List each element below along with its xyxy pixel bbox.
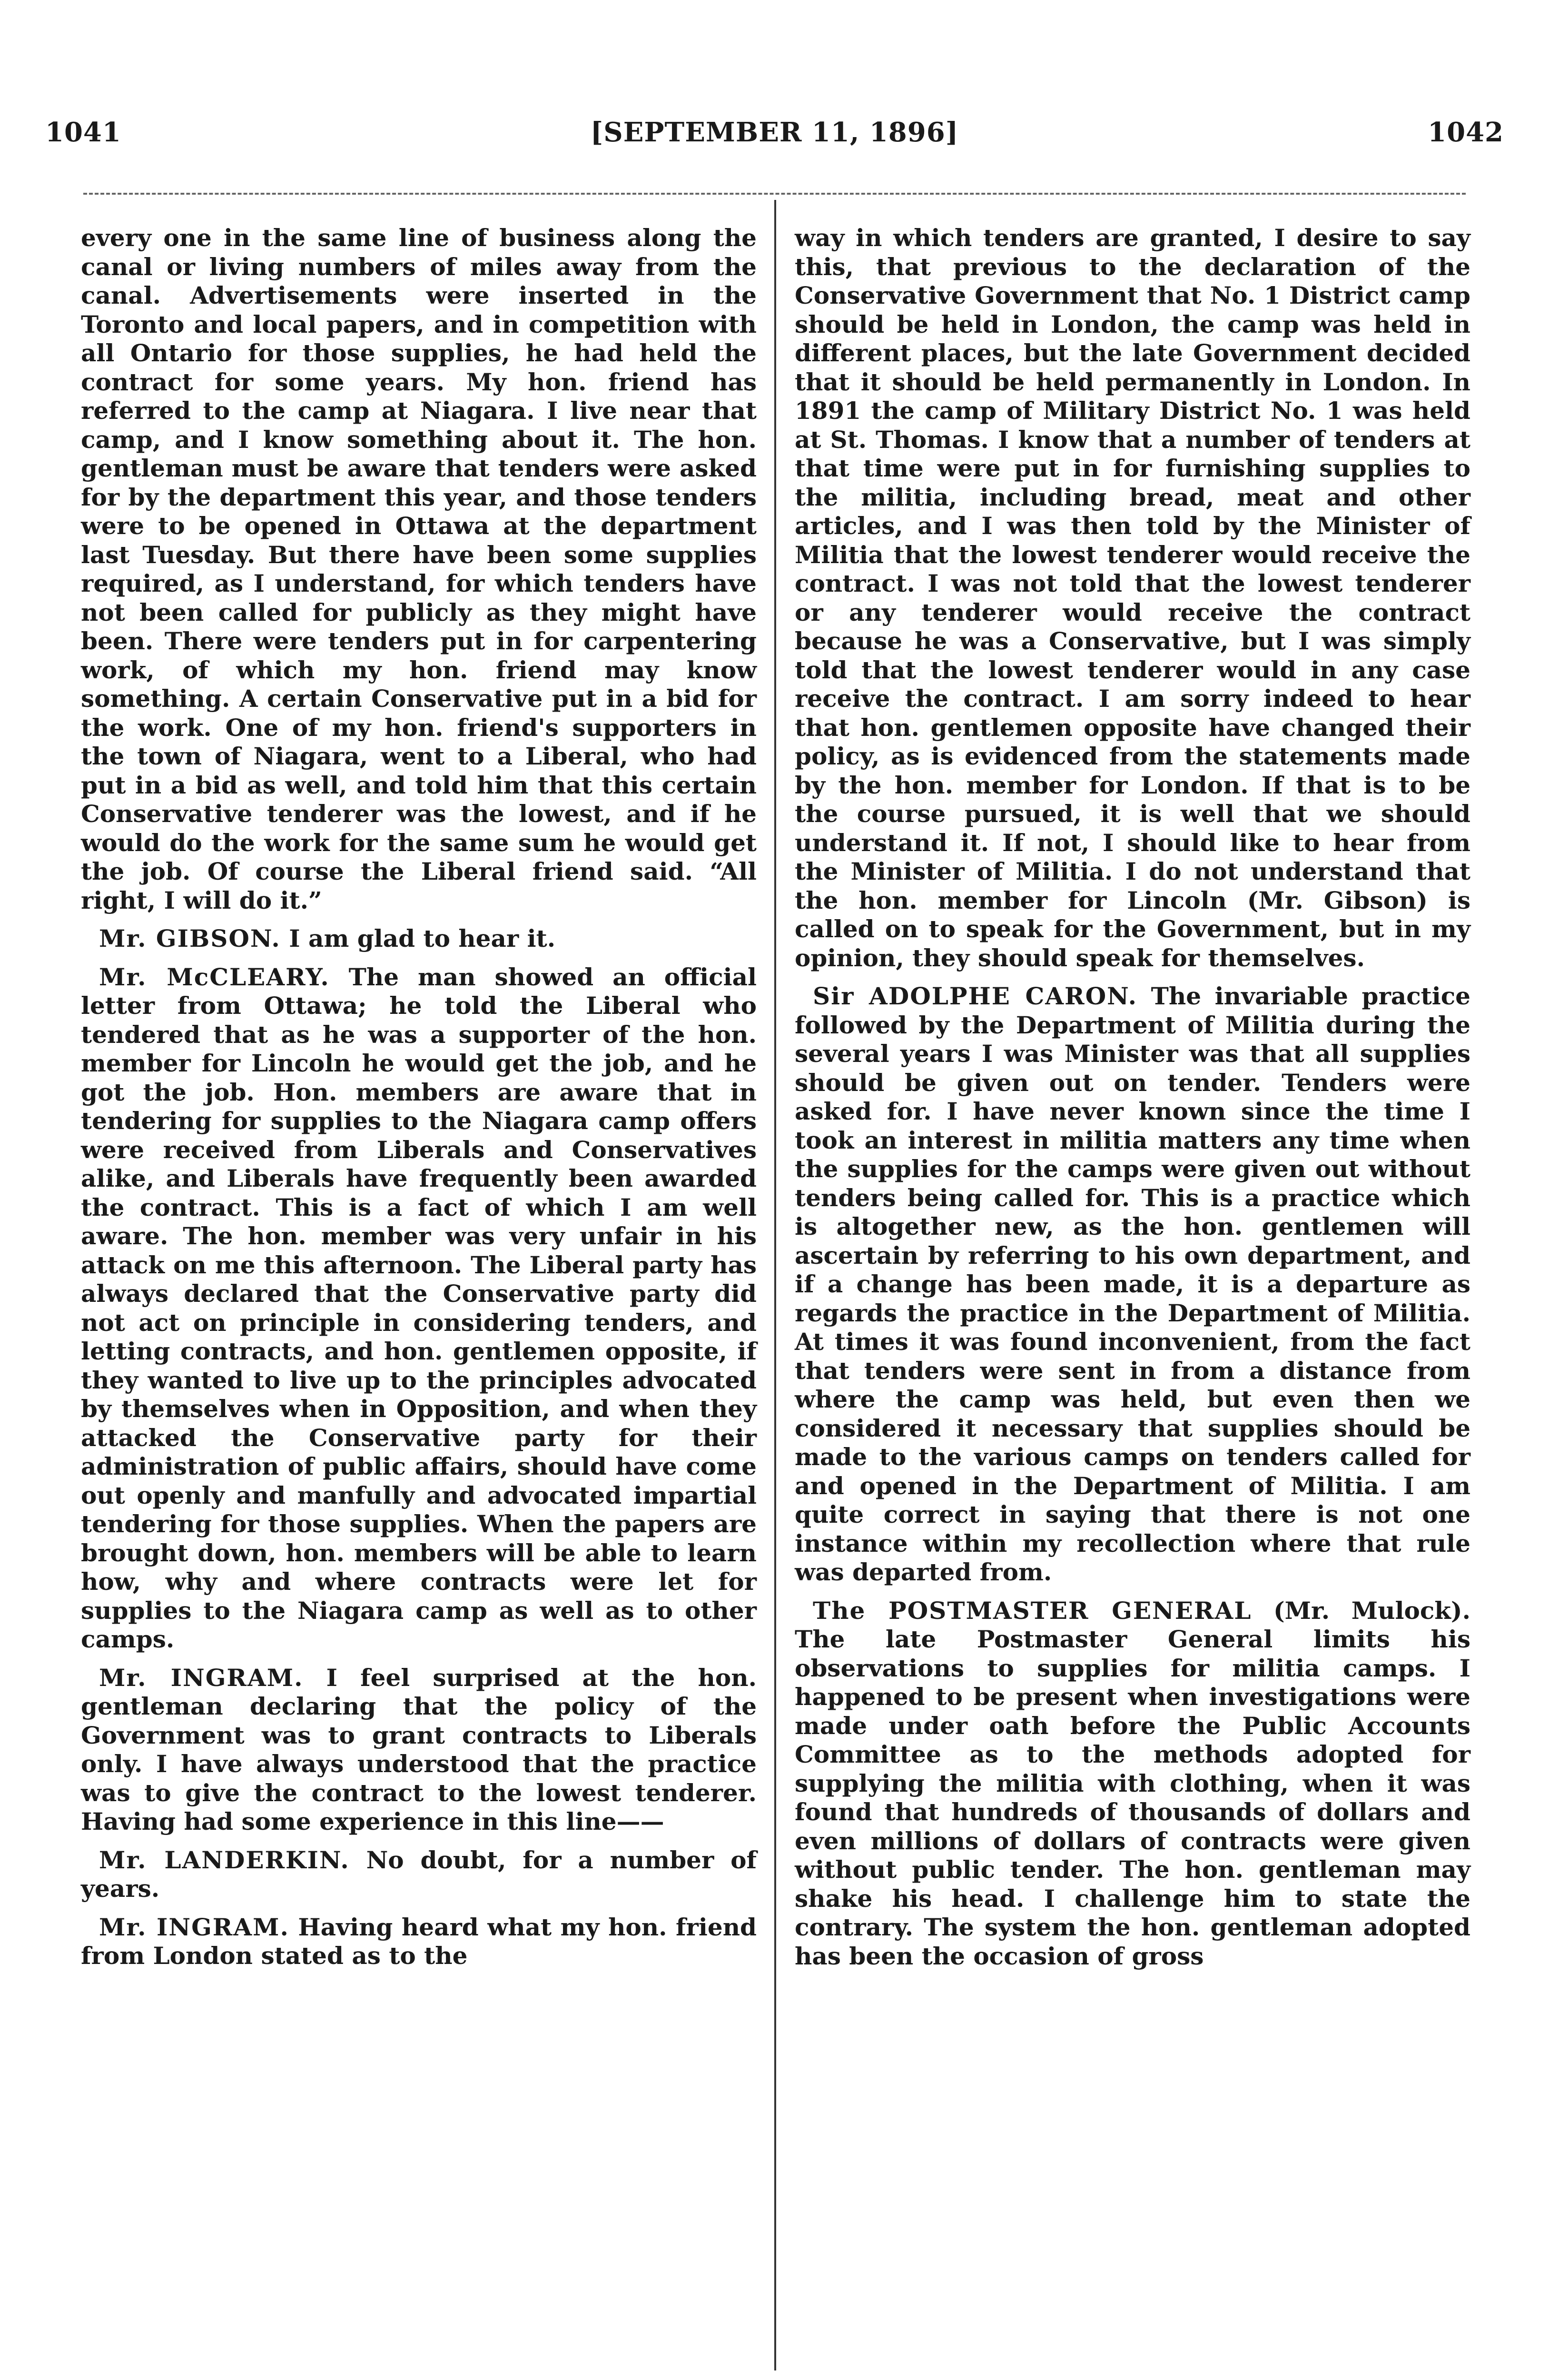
column-divider xyxy=(774,200,776,2370)
paragraph-text: way in which tenders are granted, I desire to say this, that previous to the declaration of the Conservative Government that No. 1 District camp should be held in London, the camp was held in different places, but the late Government decided that it should be held permanently in London. In 1891 the camp of Military District No. 1 was held at St. Thomas. I know that a number of tenders at that time were put in for furnishing supplies to the militia, including bread, meat and other articles, and I was then told by the Minister of Militia that the lowest tenderer would receive the contract. I was not told that the lowest tenderer or any tenderer would receive the contract because he was a Conservative, but I was simply told that the lowest tenderer would in any case receive the contract. I am sorry indeed to hear that hon. gentlemen opposite have changed their policy, as is evidenced from the statements made by the hon. member for London. If that is to be the course pursued, it is well that we should understand it. If not, I should like to hear from the Minister of Militia. I do not understand that the hon. member for Lincoln (Mr. Gibson) is called on to speak for the Government, but in my opinion, they should speak for themselves. xyxy=(795,224,1470,972)
paragraph-text: every one in the same line of business along the canal or living numbers of miles away from the canal. Advertisements were inserted in the Toronto and local papers, and in competition with all Ontario for those supplies, he had held the contract for some years. My hon. friend has referred to the camp at Niagara. I live near that camp, and I know something about it. The hon. gentleman must be aware that tenders were asked for by the department this year, and those tenders were to be opened in Ottawa at the department last Tuesday. But there have been some supplies required, as I understand, for which tenders have not been called for publicly as they might have been. There were tenders put in for carpentering work, of which my hon. friend may know something. A certain Conservative put in a bid for the work. One of my hon. friend's supporters in the town of Niagara, went to a Liberal, who had put in a bid as well, and told him that this certain Conservative tenderer was the lowest, and if he would do the work for the same sum he would get the job. Of course the Liberal friend said. “All right, I will do it.” xyxy=(81,224,757,914)
paragraph xyxy=(795,982,1470,1587)
paragraph xyxy=(795,1597,1470,1971)
paragraph-text: The invariable practice followed by the Department of Militia during the several years I was Minister was that all supplies should be given out on tender. Tenders were asked for. I have never known since the time I took an interest in militia matters any time when the supplies for the camps were given out without tenders being called for. This is a practice which is altogether new, as the hon. gentlemen will ascertain by referring to his own department, and if a change has been made, it is a departure as regards the practice in the Department of Militia. At times it was found inconvenient, from the fact that tenders were sent in from a distance from where the camp was held, but even then we considered it necessary that supplies should be made to the various camps on tenders called for and opened in the Department of Militia. I am quite correct in saying that there is not one instance within my recollection where that rule was departed from. xyxy=(795,982,1470,1586)
paragraph xyxy=(81,924,757,953)
paragraph-text: No doubt, for a number of years. xyxy=(81,1845,757,1903)
paragraph xyxy=(81,1846,757,1904)
speaker-name: Mr. McCLEARY. xyxy=(99,962,330,991)
speaker-name: The POSTMASTER GENERAL xyxy=(813,1596,1252,1625)
paragraph xyxy=(81,1913,757,1971)
paragraph xyxy=(81,224,757,915)
speaker-name: Sir ADOLPHE CARON. xyxy=(813,982,1138,1010)
paragraph-text: Having heard what my hon. friend from London stated as to the xyxy=(81,1913,757,1970)
left-page-number: 1041 xyxy=(45,117,121,148)
right-page-number: 1042 xyxy=(1428,117,1504,148)
page-header xyxy=(0,113,1549,166)
paragraph-text: I am glad to hear it. xyxy=(280,924,556,952)
header-rule xyxy=(83,193,1466,195)
paragraph xyxy=(795,224,1470,972)
speaker-name: Mr. GIBSON. xyxy=(99,924,281,952)
paragraph-text: (Mr. Mulock). The late Postmaster General limits his observations to supplies for militia camps. I happened to be present when investigations were made under oath before the Public Accounts Committee as to the methods adopted for supplying the militia with clothing, when it was found that hundreds of thousands of dollars and even millions of dollars of contracts were given without public tender. The hon. gentleman may shake his head. I challenge him to state the contrary. The system the hon. gentleman adopted has been the occasion of gross xyxy=(795,1596,1470,1970)
left-column xyxy=(81,224,757,1980)
paragraph-text: I feel surprised at the hon. gentleman declaring that the policy of the Government was to grant contracts to Liberals only. I have always understood that the practice was to give the contract to the lowest tenderer. Having had some experience in this line—— xyxy=(81,1663,757,1835)
paragraph xyxy=(81,1664,757,1836)
speaker-name: Mr. INGRAM. xyxy=(99,1663,304,1692)
header-date: [SEPTEMBER 11, 1896] xyxy=(590,117,959,148)
paragraph-text: The man showed an official letter from Ottawa; he told the Liberal who tendered that as he was a supporter of the hon. member for Lincoln he would get the job, and he got the job. Hon. members are aware that in tendering for supplies to the Niagara camp offers were received from Liberals and Conservatives alike, and Liberals have frequently been awarded the contract. This is a fact of which I am well aware. The hon. member was very unfair in his attack on me this afternoon. The Liberal party has always declared that the Conservative party did not act on principle in considering tenders, and letting contracts, and hon. gentlemen opposite, if they wanted to live up to the principles advocated by themselves when in Opposition, and when they attacked the Conservative party for their administration of public affairs, should have come out openly and manfully and advocated impartial tendering for those supplies. When the papers are brought down, hon. members will be able to learn how, why and where contracts were let for supplies to the Niagara camp as well as to other camps. xyxy=(81,962,757,1653)
speaker-name: Mr. INGRAM. xyxy=(99,1913,289,1941)
paragraph xyxy=(81,963,757,1654)
right-column xyxy=(795,224,1470,1980)
speaker-name: Mr. LANDERKIN. xyxy=(99,1845,350,1874)
